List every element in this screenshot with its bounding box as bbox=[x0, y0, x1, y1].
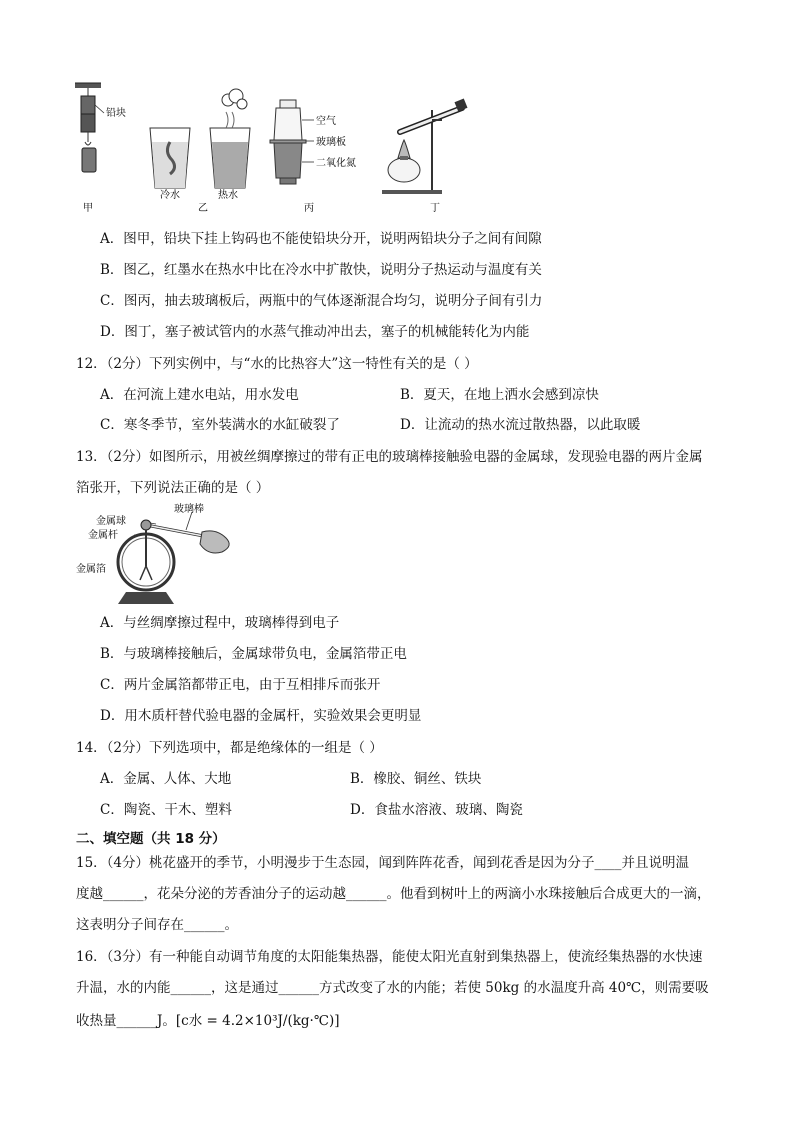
q14-option-d: D．食盐水溶液、玻璃、陶瓷 bbox=[350, 802, 523, 818]
q12-option-b: B．夏天，在地上洒水会感到凉快 bbox=[400, 387, 599, 403]
q13-option-b: B．与玻璃棒接触后，金属球带负电，金属箔带正电 bbox=[100, 646, 407, 662]
electroscope-svg bbox=[74, 500, 254, 610]
q14-option-c: C．陶瓷、干木、塑料 bbox=[100, 802, 232, 818]
label-metal-foil: 金属箔 bbox=[76, 564, 106, 575]
q13-stem-line2: 箔张开，下列说法正确的是（ ） bbox=[76, 480, 270, 496]
label-metal-rod: 金属杆 bbox=[88, 530, 118, 541]
q13-option-d: D．用木质杆替代验电器的金属杆，实验效果会更明显 bbox=[100, 708, 422, 724]
figure-bing bbox=[270, 100, 356, 214]
figure-ding bbox=[382, 98, 468, 214]
electroscope-figure bbox=[74, 500, 254, 610]
label-hot: 热水 bbox=[218, 190, 238, 201]
label-cold: 冷水 bbox=[160, 190, 180, 201]
q11-option-d: D．图丁，塞子被试管内的水蒸气推动冲出去，塞子的机械能转化为内能 bbox=[100, 324, 530, 340]
label-metal-ball: 金属球 bbox=[96, 516, 126, 527]
label-glass-rod: 玻璃棒 bbox=[174, 504, 204, 515]
q11-option-c: C．图丙，抽去玻璃板后，两瓶中的气体逐渐混合均匀，说明分子间有引力 bbox=[100, 293, 543, 309]
figure-yi bbox=[150, 89, 250, 214]
section-title: 二、填空题（共 18 分） bbox=[76, 831, 226, 847]
q12-stem: 12．（2分）下列实例中，与“水的比热容大”这一特性有关的是（ ） bbox=[76, 356, 478, 372]
label-no2: 二氧化氮 bbox=[316, 158, 356, 169]
caption-jia: 甲 bbox=[83, 203, 93, 214]
q11-option-a: A．图甲，铅块下挂上钩码也不能使铅块分开，说明两铅块分子之间有间隙 bbox=[100, 231, 542, 247]
label-air: 空气 bbox=[316, 116, 336, 127]
experiment-figures-svg bbox=[70, 80, 470, 215]
q14-stem: 14．（2分）下列选项中，都是绝缘体的一组是（ ） bbox=[76, 740, 383, 756]
q12-option-d: D．让流动的热水流过散热器，以此取暖 bbox=[400, 417, 641, 433]
q15-line2: 度越______，花朵分泌的芳香油分子的运动越______。他看到树叶上的两滴小水珠接触后合成更大的一滴， bbox=[76, 886, 711, 902]
q11-option-b: B．图乙，红墨水在热水中比在冷水中扩散快，说明分子热运动与温度有关 bbox=[100, 262, 542, 278]
figure-jia bbox=[75, 83, 126, 214]
caption-ding: 丁 bbox=[430, 203, 440, 214]
q15-line3: 这表明分子间存在______。 bbox=[76, 917, 238, 933]
q15-line1: 15．（4分）桃花盛开的季节，小明漫步于生态园，闻到阵阵花香，闻到花香是因为分子____并且说明温 bbox=[76, 855, 690, 871]
q13-stem-line1: 13．（2分）如图所示，用被丝绸摩擦过的带有正电的玻璃棒接触验电器的金属球，发现验电器的两片金属 bbox=[76, 449, 703, 465]
q12-option-c: C．寒冬季节，室外装满水的水缸破裂了 bbox=[100, 417, 340, 433]
q16-line1: 16．（3分）有一种能自动调节角度的太阳能集热器，能使太阳光直射到集热器上，使流经集热器的水快速 bbox=[76, 949, 703, 965]
q16-line3: 收热量______J。[c水 = 4.2×10³J/(kg·℃)] bbox=[76, 1013, 340, 1029]
q13-option-c: C．两片金属箔都带正电，由于互相排斥而张开 bbox=[100, 677, 381, 693]
caption-yi: 乙 bbox=[198, 203, 208, 214]
q14-option-b: B．橡胶、铜丝、铁块 bbox=[350, 771, 482, 787]
label-lead: 铅块 bbox=[106, 108, 126, 119]
experiment-figures bbox=[70, 80, 470, 215]
caption-bing: 丙 bbox=[304, 203, 314, 214]
q14-option-a: A．金属、人体、大地 bbox=[100, 771, 232, 787]
label-glass: 玻璃板 bbox=[316, 137, 346, 148]
q16-line2: 升温，水的内能______，这是通过______方式改变了水的内能；若使 50kg 的水温度升高 40℃，则需要吸 bbox=[76, 980, 709, 996]
q13-option-a: A．与丝绸摩擦过程中，玻璃棒得到电子 bbox=[100, 615, 340, 631]
q12-option-a: A．在河流上建水电站，用水发电 bbox=[100, 387, 299, 403]
